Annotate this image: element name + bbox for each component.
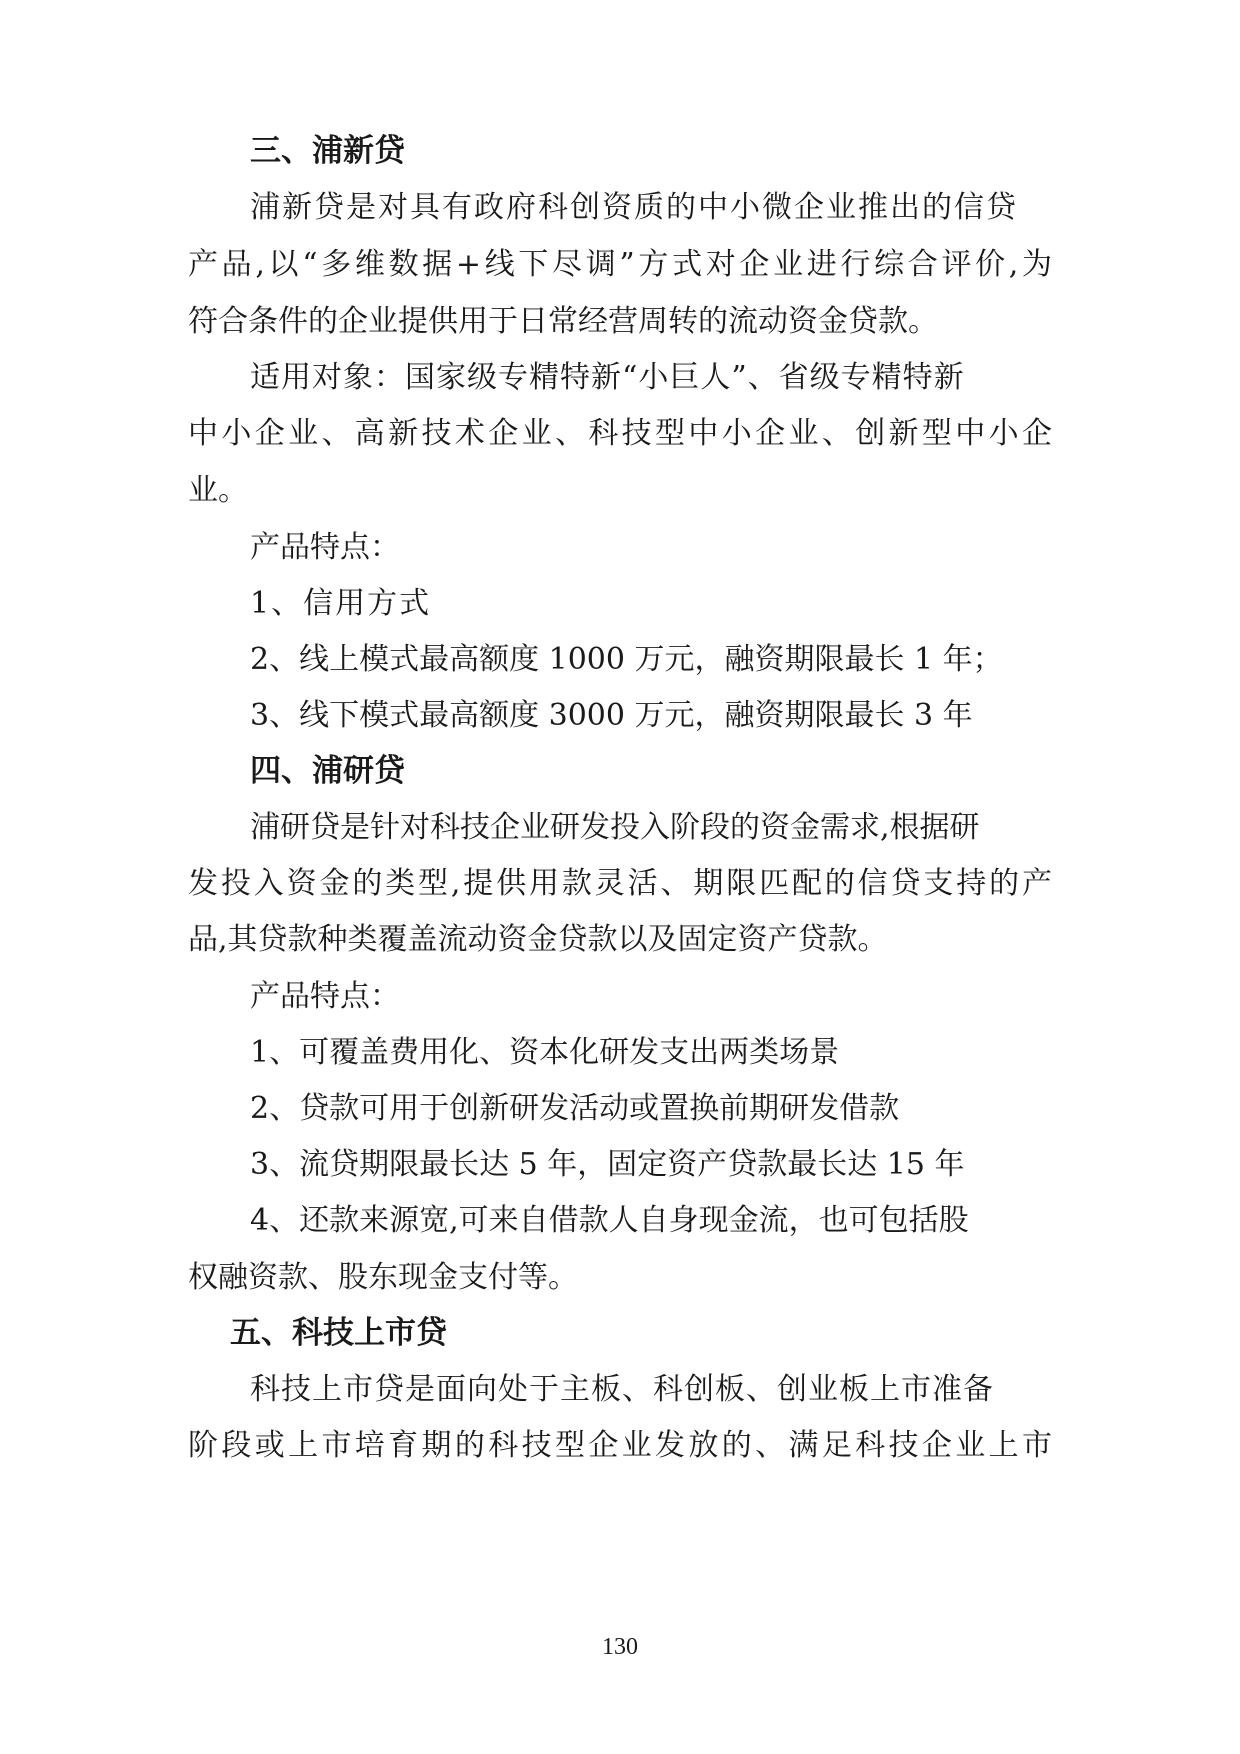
feature-item: 3、线下模式最高额度 3000 万元，融资期限最长 3 年 xyxy=(250,698,973,733)
paragraph-line: 浦新贷是对具有政府科创资质的中小微企业推出的信贷 xyxy=(250,190,1018,225)
features-label: 产品特点： xyxy=(250,530,400,565)
paragraph-line: 产品,以“多维数据+线下尽调”方式对企业进行综合评价,为 xyxy=(188,247,1052,282)
paragraph-line: 品,其贷款种类覆盖流动资金贷款以及固定资产贷款。 xyxy=(188,922,888,957)
feature-item: 3、流贷期限最长达 5 年，固定资产贷款最长达 15 年 xyxy=(250,1147,965,1182)
paragraph-line: 符合条件的企业提供用于日常经营周转的流动资金贷款。 xyxy=(188,304,938,339)
feature-item: 4、还款来源宽,可来自借款人自身现金流，也可包括股 xyxy=(250,1203,969,1238)
feature-item: 1、信用方式 xyxy=(250,586,432,621)
section-heading: 四、浦研贷 xyxy=(250,753,405,789)
feature-item: 2、线上模式最高额度 1000 万元，融资期限最长 1 年； xyxy=(250,642,1003,677)
page-number: 130 xyxy=(602,1634,638,1660)
feature-item: 1、可覆盖费用化、资本化研发支出两类场景 xyxy=(250,1035,840,1070)
paragraph-line: 中小企业、高新技术企业、科技型中小企业、创新型中小企 xyxy=(188,416,1052,451)
section-heading: 五、科技上市贷 xyxy=(230,1315,447,1351)
paragraph-line: 权融资款、股东现金支付等。 xyxy=(188,1260,578,1295)
paragraph-line: 浦研贷是针对科技企业研发投入阶段的资金需求,根据研 xyxy=(250,810,980,845)
feature-item: 2、贷款可用于创新研发活动或置换前期研发借款 xyxy=(250,1091,900,1126)
paragraph-line: 发投入资金的类型,提供用款灵活、期限匹配的信贷支持的产 xyxy=(188,866,1052,901)
features-label: 产品特点： xyxy=(250,979,400,1014)
paragraph-line: 科技上市贷是面向处于主板、科创板、创业板上市准备 xyxy=(250,1372,994,1407)
paragraph-line: 业。 xyxy=(188,473,248,508)
section-heading: 三、浦新贷 xyxy=(250,133,405,169)
paragraph-line: 阶段或上市培育期的科技型企业发放的、满足科技企业上市 xyxy=(188,1428,1052,1463)
paragraph-line: 适用对象：国家级专精特新“小巨人”、省级专精特新 xyxy=(250,360,965,395)
